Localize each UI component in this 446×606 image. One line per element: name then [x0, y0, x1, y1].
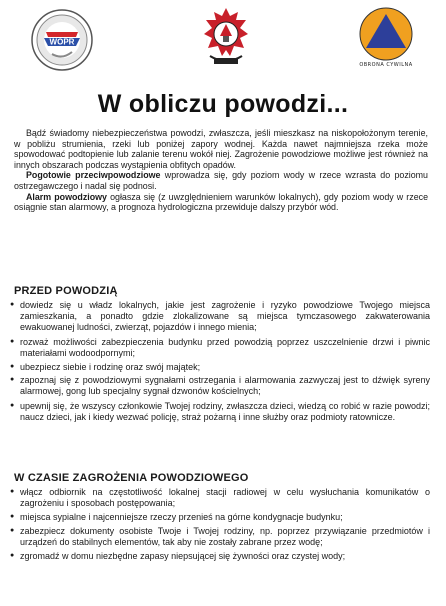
wopr-logo-text: WOPR: [49, 37, 75, 47]
flood-readiness-text: wprowadza się, gdy poziom wody w rzece wzrasta do poziomu ostrzegawczego i nadal się podnosi.: [14, 170, 428, 191]
section-before-flood-list: [10, 300, 430, 427]
intro-text: [14, 128, 428, 213]
civil-defense-logo: [356, 6, 416, 66]
page-title: W obliczu powodzi...: [97, 90, 349, 118]
list-item: ● dowiedz się u władz lokalnych, jakie jest zagrożenie i ryzyko powodziowe Twojego miejsca zamieszkania, a ponadto gdzie zlokalizowane są miejsca tymczasowego zakwaterowania ewakuowanej ludności, zwierząt, pojazdów i innego mienia;: [10, 300, 430, 333]
list-item: ● włącz odbiornik na częstotliwość lokalnej stacji radiowej w celu wysłuchania komunikatów o zagrożeniu i sposobach postępowania;: [10, 487, 430, 509]
section-during-threat-list: [10, 487, 430, 564]
list-item: ● upewnij się, że wszyscy członkowie Twojej rodziny, zwłaszcza dzieci, wiedzą co robić w razie powodzi; naucz dzieci, jak i kiedy wezwać policję, straż pożarną i inne służby oraz podmioty ratownicze.: [10, 401, 430, 423]
list-item: ● zgromadź w domu niezbędne zapasy niepsującej się żywności oraz czystej wody;: [10, 551, 430, 562]
logo-bar: [0, 0, 446, 80]
flood-readiness-paragraph: [14, 170, 428, 191]
flood-alarm-label: Alarm powodziowy: [26, 191, 107, 202]
list-item: ● zapoznaj się z powodziowymi sygnałami ostrzegania i alarmowania zazwyczaj jest to dźwięk syreny alarmowej, gong lub specjalny sygnał dzwonów kościelnych;: [10, 375, 430, 397]
flood-alarm-text: ogłasza się (z uwzględnieniem warunków lokalnych), gdy poziom wody w rzece osiągnie stan alarmowy, a prognoza hydrologiczna przewiduje dalszy przybór wód.: [14, 191, 429, 213]
wopr-logo: [30, 8, 94, 72]
section-before-flood-title: PRZED POWODZIĄ: [14, 285, 118, 297]
intro-paragraph: Bądź świadomy niebezpieczeństwa powodzi, zwłaszcza, jeśli mieszkasz na niskopołożonym terenie, w pobliżu strumienia, rzeki lub poniżej zapory wodnej. Każda nawet najmniejsza rzeka może spowodować podtopienie lub zalanie terenu wokół niej. Zagrożenie powodziowe możliwe jest również na innych obszarach podczas wystąpienia obfitych opadów.: [14, 128, 428, 170]
list-item: ● miejsca sypialne i najcenniejsze rzeczy przenieś na górne kondygnacje budynku;: [10, 512, 430, 523]
civil-defense-caption: OBRONA CYWILNA: [359, 62, 413, 68]
list-item: ● rozważ możliwości zabezpieczenia budynku przed powodzią poprzez uszczelnienie drzwi i piwnic materiałami wodoodpornymi;: [10, 337, 430, 359]
flood-readiness-label: Pogotowie przeciwpowodziowe: [26, 170, 161, 181]
fire-service-logo: [200, 6, 252, 68]
list-item: ● zabezpiecz dokumenty osobiste Twoje i Twojej rodziny, np. poprzez przywiązanie przedmiotów i urządzeń do stabilnych elementów, tak aby nie zostały zabrane przez wodę;: [10, 526, 430, 548]
section-during-threat-title: W CZASIE ZAGROŻENIA POWODZIOWEGO: [14, 472, 249, 484]
list-item: ● ubezpiecz siebie i rodzinę oraz swój majątek;: [10, 362, 430, 373]
flood-alarm-paragraph: [14, 192, 428, 213]
